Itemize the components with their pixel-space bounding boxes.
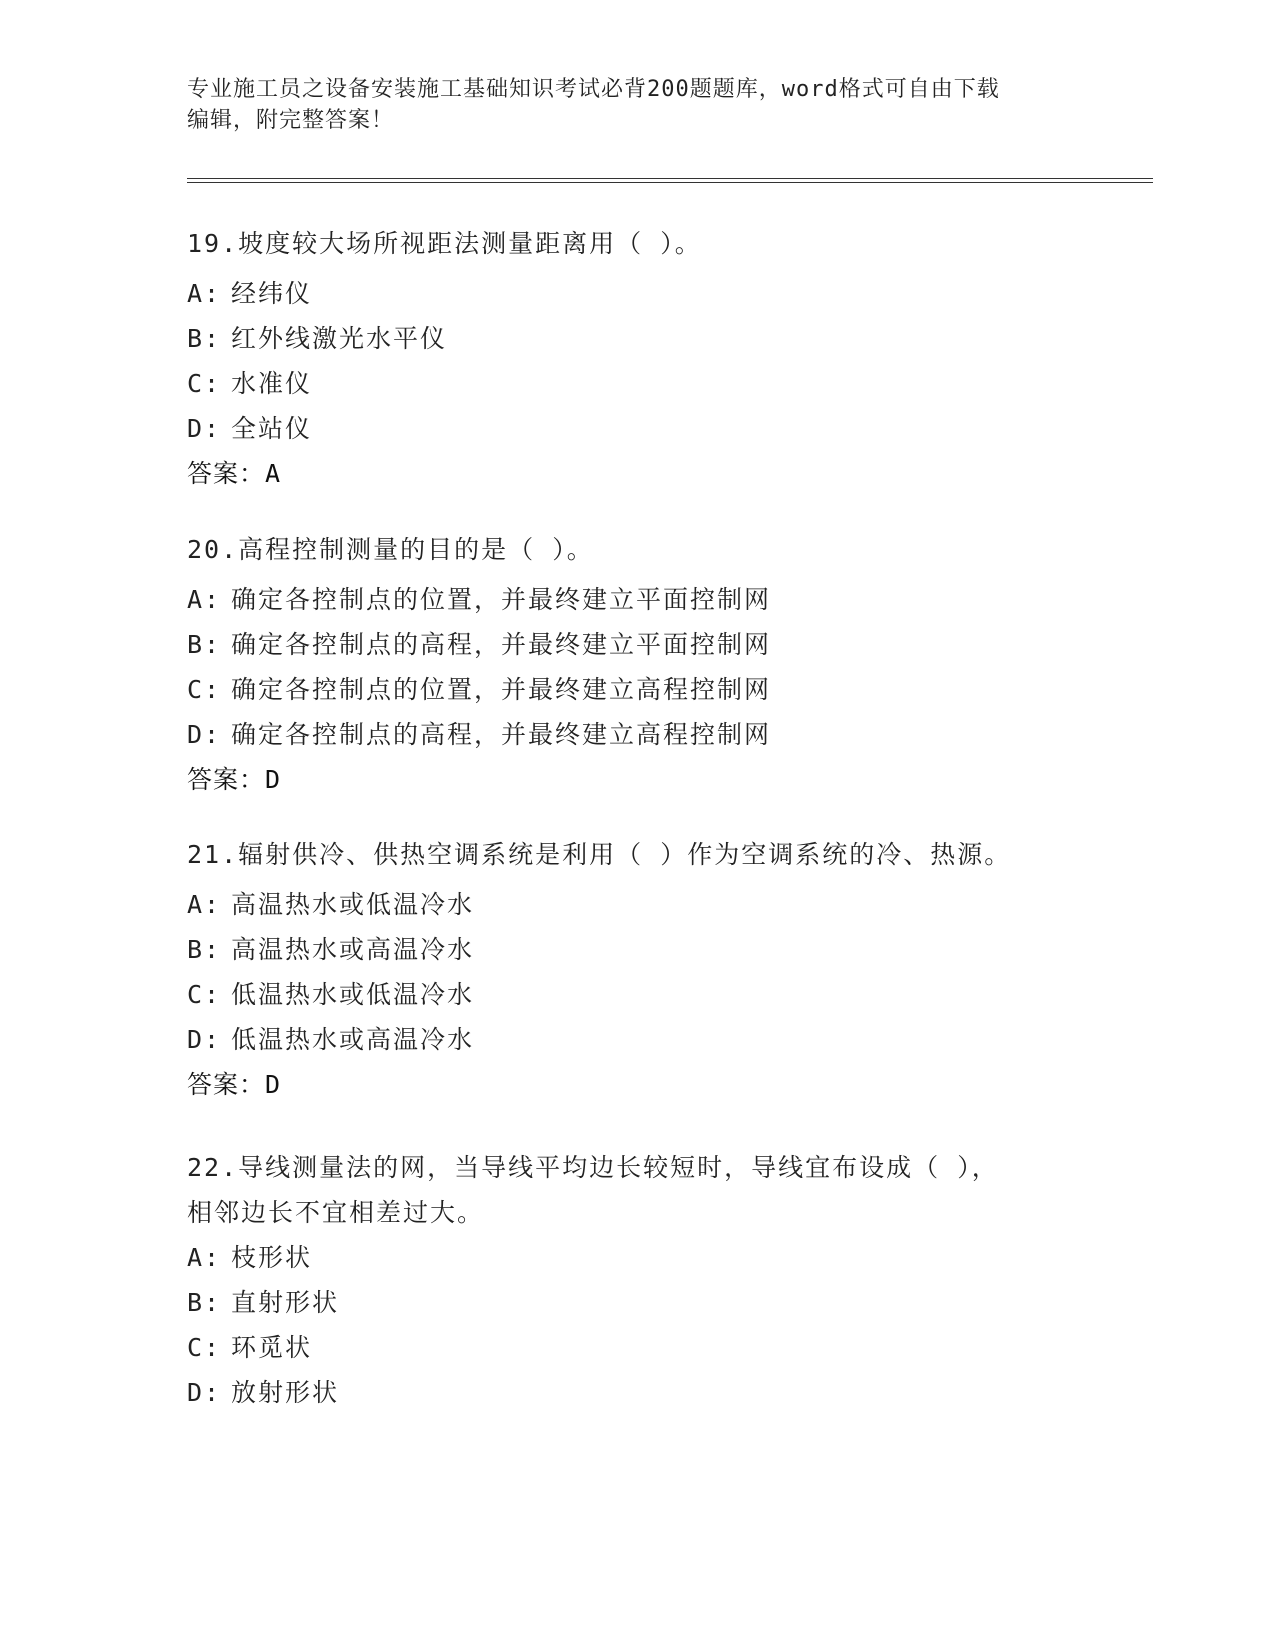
- option-text: 高温热水或低温冷水: [231, 890, 475, 919]
- option-c: [187, 972, 1087, 1017]
- header-line-1: 专业施工员之设备安装施工基础知识考试必背200题题库，word格式可自由下载: [187, 77, 1000, 102]
- option-key: D:: [187, 414, 222, 443]
- answer-value: A: [265, 459, 282, 488]
- question-stem: [187, 1145, 1087, 1235]
- document-header: [187, 74, 1087, 136]
- question-stem-line: 19.坡度较大场所视距法测量距离用（ ）。: [187, 229, 702, 258]
- option-text: 直射形状: [231, 1288, 340, 1317]
- option-text: 全站仪: [231, 414, 313, 443]
- option-c: [187, 361, 1087, 406]
- option-text: 确定各控制点的位置，并最终建立高程控制网: [231, 675, 772, 704]
- answer: [187, 451, 1087, 496]
- option-key: B:: [187, 935, 222, 964]
- answer-label: 答案：: [187, 765, 266, 794]
- option-key: D:: [187, 1378, 222, 1407]
- option-key: B:: [187, 630, 222, 659]
- option-b: [187, 927, 1087, 972]
- answer: [187, 757, 1087, 802]
- question-22: [187, 1145, 1087, 1415]
- option-text: 确定各控制点的位置，并最终建立平面控制网: [231, 585, 772, 614]
- question-stem-line: 21.辐射供冷、供热空调系统是利用（ ）作为空调系统的冷、热源。: [187, 840, 1012, 869]
- option-d: [187, 406, 1087, 451]
- option-text: 环觅状: [231, 1333, 313, 1362]
- option-a: [187, 577, 1087, 622]
- option-key: A:: [187, 279, 222, 308]
- option-c: [187, 1325, 1087, 1370]
- question-stem: [187, 228, 1087, 260]
- question-stem: [187, 534, 1087, 566]
- option-text: 确定各控制点的高程，并最终建立高程控制网: [231, 720, 772, 749]
- option-text: 确定各控制点的高程，并最终建立平面控制网: [231, 630, 772, 659]
- header-divider-bottom: [187, 182, 1153, 183]
- question-21: [187, 839, 1087, 1107]
- question-19: [187, 228, 1087, 496]
- option-a: [187, 1235, 1087, 1280]
- question-stem-line: 20.高程控制测量的目的是（ ）。: [187, 535, 594, 564]
- option-key: D:: [187, 720, 222, 749]
- option-key: A:: [187, 585, 222, 614]
- option-c: [187, 667, 1087, 712]
- answer: [187, 1062, 1087, 1107]
- option-b: [187, 316, 1087, 361]
- option-key: C:: [187, 980, 222, 1009]
- option-text: 低温热水或低温冷水: [231, 980, 475, 1009]
- answer-value: D: [265, 765, 282, 794]
- option-a: [187, 271, 1087, 316]
- option-b: [187, 622, 1087, 667]
- option-key: A:: [187, 1243, 222, 1272]
- option-d: [187, 1017, 1087, 1062]
- option-text: 经纬仪: [231, 279, 313, 308]
- option-text: 低温热水或高温冷水: [231, 1025, 475, 1054]
- answer-value: D: [265, 1070, 282, 1099]
- question-20: [187, 534, 1087, 802]
- option-b: [187, 1280, 1087, 1325]
- answer-label: 答案：: [187, 1070, 266, 1099]
- option-d: [187, 712, 1087, 757]
- option-text: 水准仪: [231, 369, 313, 398]
- answer-label: 答案：: [187, 459, 266, 488]
- question-stem: [187, 839, 1087, 871]
- option-text: 放射形状: [231, 1378, 340, 1407]
- option-key: C:: [187, 675, 222, 704]
- option-a: [187, 882, 1087, 927]
- option-text: 红外线激光水平仪: [231, 324, 448, 353]
- question-stem-line: 22.导线测量法的网，当导线平均边长较短时，导线宜布设成（ ），: [187, 1153, 999, 1182]
- header-divider-top: [187, 178, 1153, 179]
- option-key: A:: [187, 890, 222, 919]
- question-stem-line: 相邻边长不宜相差过大。: [187, 1198, 485, 1227]
- option-text: 高温热水或高温冷水: [231, 935, 475, 964]
- option-key: B:: [187, 1288, 222, 1317]
- option-key: D:: [187, 1025, 222, 1054]
- header-line-2: 编辑，附完整答案！: [187, 108, 395, 133]
- option-d: [187, 1370, 1087, 1415]
- option-key: C:: [187, 1333, 222, 1362]
- option-text: 枝形状: [231, 1243, 313, 1272]
- option-key: C:: [187, 369, 222, 398]
- option-key: B:: [187, 324, 222, 353]
